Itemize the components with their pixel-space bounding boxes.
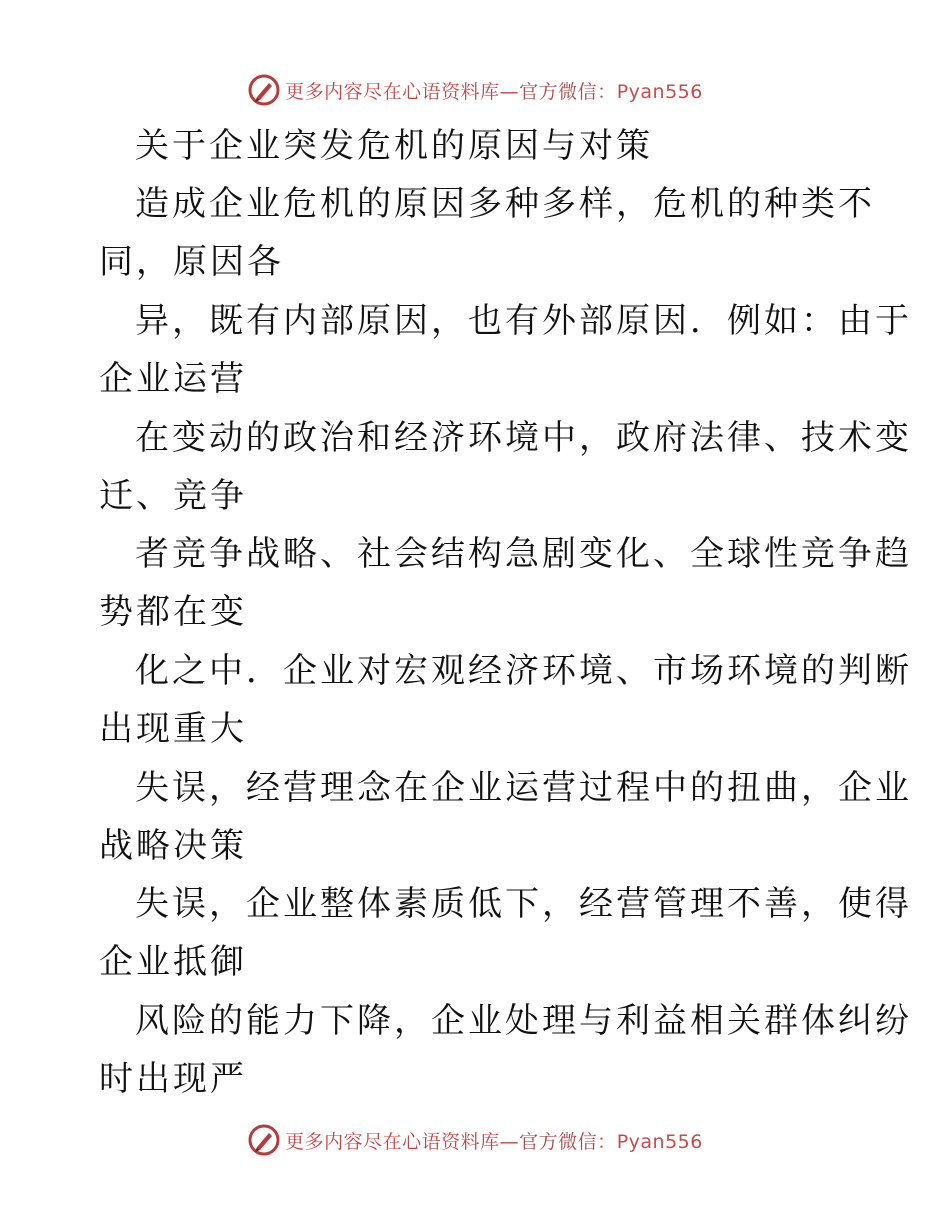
banner-text xyxy=(285,77,703,104)
paragraph-line: 同，原因各 xyxy=(99,242,284,282)
banner-dash: — xyxy=(499,1130,520,1153)
paragraph-line: 时出现严 xyxy=(99,1059,247,1099)
banner-wechat-label: 官方微信： xyxy=(519,80,617,103)
paragraph-line: 化之中．企业对宏观经济环境、市场环境的判断 xyxy=(135,651,912,691)
paragraph-line: 在变动的政治和经济环境中，政府法律、技术变 xyxy=(135,418,912,458)
banner-site: 更多内容尽在心语资料库 xyxy=(285,1130,500,1153)
paragraph-line: 造成企业危机的原因多种多样，危机的种类不 xyxy=(135,184,875,224)
footer-banner xyxy=(0,1120,950,1160)
paragraph-line: 风险的能力下降，企业处理与利益相关群体纠纷 xyxy=(135,1001,912,1041)
paragraph-line: 出现重大 xyxy=(99,709,247,749)
banner-text xyxy=(285,1127,703,1154)
banner-site: 更多内容尽在心语资料库 xyxy=(285,80,500,103)
paragraph-line: 失误，经营理念在企业运营过程中的扭曲，企业 xyxy=(135,768,912,808)
paragraph-line: 战略决策 xyxy=(99,826,247,866)
document-title: 关于企业突发危机的原因与对策 xyxy=(135,126,653,166)
header-banner xyxy=(0,70,950,110)
paragraph-line: 势都在变 xyxy=(99,592,247,632)
paragraph-line: 迁、竞争 xyxy=(99,476,247,516)
paragraph-line: 失误，企业整体素质低下，经营管理不善，使得 xyxy=(135,884,912,924)
paragraph-line: 者竞争战略、社会结构急剧变化、全球性竞争趋 xyxy=(135,534,912,574)
banner-dash: — xyxy=(499,80,520,103)
banner-handle: Pyan556 xyxy=(616,80,703,103)
pen-logo-icon xyxy=(247,73,281,107)
paragraph-line: 企业运营 xyxy=(99,359,247,399)
banner-wechat-label: 官方微信： xyxy=(519,1130,617,1153)
pen-logo-icon xyxy=(247,1123,281,1157)
paragraph-line: 异，既有内部原因，也有外部原因．例如：由于 xyxy=(135,301,912,341)
banner-handle: Pyan556 xyxy=(616,1130,703,1153)
paragraph-line: 企业抵御 xyxy=(99,942,247,982)
